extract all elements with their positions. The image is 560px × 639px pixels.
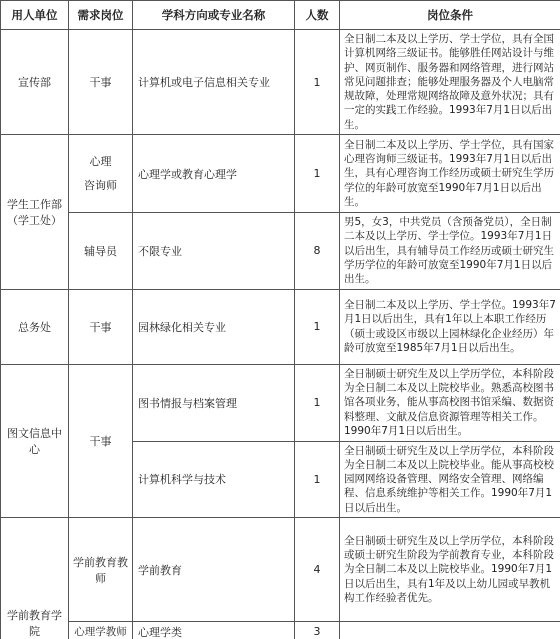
cell-position: 干事 — [69, 289, 133, 364]
cell-position: 干事 — [69, 364, 133, 517]
cell-count: 1 — [295, 30, 340, 135]
cell-requirements: 全日制硕士研究生及以上学历学位，本科阶段为全日制二本及以上院校毕业。熟悉高校图书馆各项业务，能从事高校图书馆采编、数据资料整理、文献及信息资源管理等相关工作。1990年7月1日以后出生。 — [340, 364, 560, 441]
cell-position: 学前教育教师 — [69, 518, 133, 622]
cell-requirements: 全日制二本及以上学历、学士学位，具有国家心理咨询师三级证书。1993年7月1日以后出生，具有心理咨询工作经历或硕士研究生学历学位的年龄可放宽至1990年7月1日以后出生。 — [340, 135, 560, 213]
cell-requirements: 全日制硕士研究生及以上学历学位，本科阶段为全日制二本及以上院校毕业。能从事高校校园网网络设备管理、网络安全管理、网络编程、信息系统维护等相关工作。1990年7月1日以后出生。 — [340, 441, 560, 517]
cell-requirements: 男5，女3，中共党员（含预备党员），全日制二本及以上学历、学士学位。1993年7月1日以后出生，具有辅导员工作经历或硕士研究生学历学位的年龄可放宽至1990年7月1日以后出生。 — [340, 213, 560, 289]
cell-unit: 图文信息中心 — [1, 364, 69, 517]
header-unit: 用人单位 — [1, 1, 69, 30]
header-position: 需求岗位 — [69, 1, 133, 30]
cell-requirements: 全日制硕士研究生及以上学历学位，本科阶段或硕士研究生阶段为学前教育专业，本科阶段为全日制二本及以上院校毕业。1990年7月1日以后出生，具有1年及以上幼儿园或早教机构工作经验者优先。 — [340, 518, 560, 622]
cell-position: 辅导员 — [69, 213, 133, 289]
header-requirements: 岗位条件 — [340, 1, 560, 30]
cell-unit: 学生工作部（学工处） — [1, 135, 69, 289]
table-row — [1, 213, 560, 289]
cell-unit: 总务处 — [1, 289, 69, 364]
table-row — [1, 289, 560, 364]
cell-position: 干事 — [69, 30, 133, 135]
cell-position: 心理 咨询师 — [69, 135, 133, 213]
cell-major: 计算机科学与技术 — [133, 441, 295, 517]
table-row — [1, 364, 560, 441]
table-row — [1, 622, 560, 639]
cell-unit: 宣传部 — [1, 30, 69, 135]
cell-major: 园林绿化相关专业 — [133, 289, 295, 364]
cell-count: 8 — [295, 213, 340, 289]
cell-major: 计算机或电子信息相关专业 — [133, 30, 295, 135]
cell-count: 1 — [295, 289, 340, 364]
cell-position: 心理学教师 — [69, 622, 133, 639]
header-major: 学科方向或专业名称 — [133, 1, 295, 30]
cell-major: 学前教育 — [133, 518, 295, 622]
cell-count: 1 — [295, 364, 340, 441]
cell-count: 3 — [295, 622, 340, 639]
cell-count: 1 — [295, 441, 340, 517]
table-row — [1, 30, 560, 135]
cell-major: 心理学类 — [133, 622, 295, 639]
table-row — [1, 518, 560, 622]
header-count: 人数 — [295, 1, 340, 30]
cell-requirements: 全日制二本及以上学历、学士学位，具有全国计算机网络三级证书。能够胜任网站设计与维护、网页制作、服务器和网络管理，进行网站常见问题排查；能够处理服务器及个人电脑常规故障，处理常规网络故障及意外状况；具有一定的实践工作经验。1993年7月1日以后出生。 — [340, 30, 560, 135]
cell-major: 不限专业 — [133, 213, 295, 289]
table-row — [1, 135, 560, 213]
cell-requirements: 全日制二本及以上学历、学士学位。1993年7月1日以后出生，具有1年以上本职工作经历（硕士或设区市级以上园林绿化企业经历）年龄可放宽至1985年7月1日以后出生。 — [340, 289, 560, 364]
cell-requirements — [340, 622, 560, 639]
cell-major: 心理学或教育心理学 — [133, 135, 295, 213]
cell-unit: 学前教育学院 — [1, 518, 69, 639]
header-row — [1, 1, 560, 30]
cell-count: 4 — [295, 518, 340, 622]
cell-count: 1 — [295, 135, 340, 213]
cell-major: 图书情报与档案管理 — [133, 364, 295, 441]
